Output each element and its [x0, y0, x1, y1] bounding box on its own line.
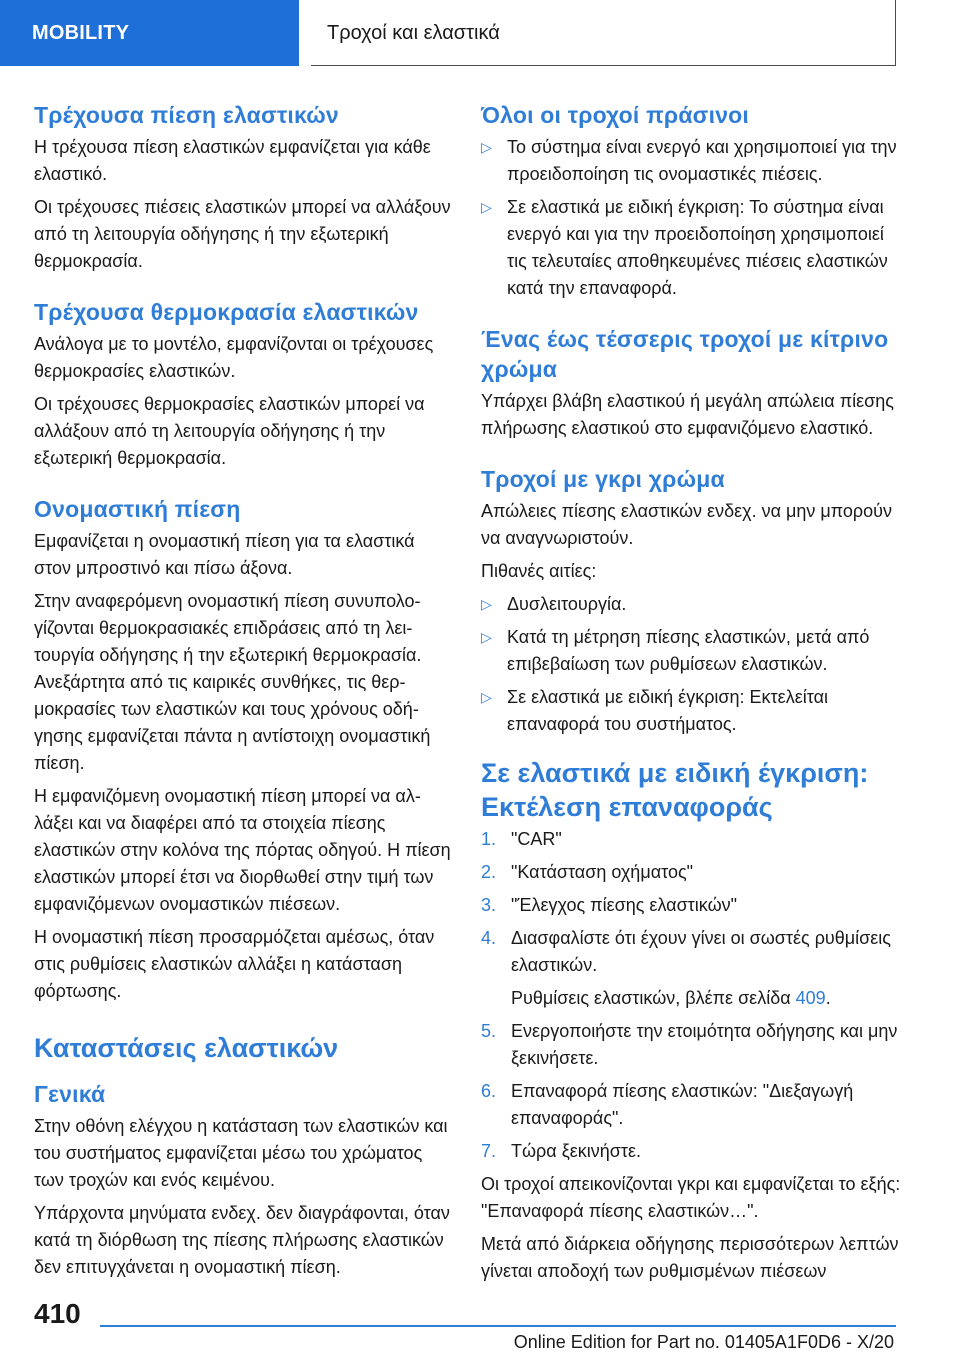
- chapter-title: Τροχοί και ελαστικά: [311, 0, 896, 66]
- heading-current-pressure: Τρέχουσα πίεση ελαστικών: [34, 102, 339, 128]
- triangle-right-icon: ▷: [481, 689, 492, 705]
- page-link[interactable]: 409: [795, 988, 826, 1008]
- paragraph: Στην οθόνη ελέγχου η κατάσταση των ελαστικών και του συστήματος εμφανίζεται μέσω του χρώματος των τροχών και ενός κειμένου.: [34, 1116, 448, 1190]
- triangle-right-icon: ▷: [481, 596, 492, 612]
- paragraph: Οι τροχοί απεικονίζονται γκρι και εμφανίζεται το εξής: "Επαναφορά πίεσης ελαστικών…".: [481, 1174, 901, 1221]
- paragraph: Η ονομαστική πίεση προσαρμόζεται αμέσως, όταν στις ρυθμίσεις ελαστικών αλλάξει η κατάσταση φόρτωσης.: [34, 927, 435, 1001]
- page-header: [0, 0, 960, 66]
- step-item: 4. Διασφαλίστε ότι έχουν γίνει οι σωστές ρυθμίσεις ελαστικών.: [481, 928, 891, 975]
- reset-steps-continued: [481, 1018, 901, 1165]
- triangle-right-icon: ▷: [481, 199, 492, 215]
- triangle-right-icon: ▷: [481, 139, 492, 155]
- heading-reset: Σε ελαστικά με ειδική έγκριση: Εκτέλεση επαναφοράς: [481, 758, 869, 822]
- paragraph: Εμφανίζεται η ονομαστική πίεση για τα ελαστικά στον μπροστινό και πίσω άξονα.: [34, 531, 415, 578]
- heading-yellow-wheels: Ένας έως τέσσερις τροχοί με κίτρινο χρώμα: [481, 326, 889, 382]
- page-number: 410: [34, 1298, 81, 1329]
- heading-grey-wheels: Τροχοί με γκρι χρώμα: [481, 466, 725, 492]
- step-item: 3. "Έλεγχος πίεσης ελαστικών": [481, 895, 738, 915]
- paragraph: Ανάλογα με το μοντέλο, εμφανίζονται οι τρέχουσες θερμοκρασίες ελαστικών.: [34, 334, 434, 381]
- footer-divider: [100, 1325, 896, 1327]
- step-item: 6. Επαναφορά πίεσης ελαστικών: "Διεξαγωγή επαναφοράς".: [481, 1081, 854, 1128]
- heading-nominal-pressure: Ονομαστική πίεση: [34, 496, 241, 522]
- triangle-right-icon: ▷: [481, 629, 492, 645]
- edition-text: Online Edition for Part no. 01405A1F0D6 - X/20: [513, 1332, 894, 1352]
- list-item: ▷ Σε ελαστικά με ειδική έγκριση: Το σύστημα είναι ενεργό και για την προειδοποίηση χρησιμοποιεί τις τελευταίες αποθηκευμένες πιέσεις ελαστικών κατά την επαναφορά.: [481, 194, 901, 302]
- green-list: [481, 134, 901, 302]
- causes-list: [481, 591, 901, 738]
- left-column: [34, 100, 452, 1287]
- step-item: 5. Ενεργοποιήστε την ετοιμότητα οδήγησης και μην ξεκινήσετε.: [481, 1021, 898, 1068]
- heading-tire-states: Καταστάσεις ελαστικών: [34, 1033, 339, 1063]
- paragraph: Μετά από διάρκεια οδήγησης περισσότερων λεπτών γίνεται αποδοχή των ρυθμισμένων πιέσεων: [481, 1234, 899, 1281]
- step-item: 2. "Κατάσταση οχήματος": [481, 862, 694, 882]
- paragraph: Η τρέχουσα πίεση ελαστικών εμφανίζεται για κάθε ελαστικό.: [34, 137, 431, 184]
- list-item: ▷ Κατά τη μέτρηση πίεσης ελαστικών, μετά από επιβεβαίωση των ρυθμίσεων ελαστικών.: [481, 624, 901, 678]
- right-column: [481, 100, 901, 1291]
- step-item: 7. Τώρα ξεκινήστε.: [481, 1141, 642, 1161]
- list-item: ▷ Το σύστημα είναι ενεργό και χρησιμοποιεί για την προειδοποίηση τις ονομαστικές πιέσεις.: [481, 134, 901, 188]
- paragraph: Η εμφανιζόμενη ονομαστική πίεση μπορεί να αλλάξει και να διαφέρει από τα στοιχεία πίεσης ελαστικών στην κολόνα της πόρτας οδηγού. Η πίεση ελαστικών μπορεί έτσι να διορθωθεί στην τιμή των εμφανιζόμενων ονομαστικών πιέσεων.: [34, 786, 451, 914]
- paragraph: Οι τρέχουσες πιέσεις ελαστικών μπορεί να αλλάξουν από τη λειτουργία οδήγησης ή την εξωτερική θερμοκρασία.: [34, 197, 451, 271]
- list-item: ▷ Σε ελαστικά με ειδική έγκριση: Εκτελείται επαναφορά του συστήματος.: [481, 684, 901, 738]
- paragraph: Στην αναφερόμενη ονομαστική πίεση συνυπολογίζονται θερμοκρασιακές επιδράσεις από τη λειτουργία οδήγησης ή την εξωτερική θερμοκρασία. Ανεξάρτητα από τις καιρικές συνθήκες, τις θερμοκρασίες των ελαστικών και τους χρόνους οδήγησης εμφανίζεται πάντα η αντίστοιχη ονομαστική πίεση.: [34, 591, 431, 773]
- section-tab: MOBILITY: [0, 0, 299, 66]
- list-item: ▷ Δυσλειτουργία.: [481, 591, 901, 618]
- paragraph: Απώλειες πίεσης ελαστικών ενδεχ. να μην μπορούν να αναγνωριστούν.: [481, 501, 893, 548]
- paragraph: Πιθανές αιτίες:: [481, 561, 597, 581]
- heading-current-temperature: Τρέχουσα θερμοκρασία ελαστικών: [34, 299, 419, 325]
- paragraph: Υπάρχοντα μηνύματα ενδεχ. δεν διαγράφονται, όταν κατά τη διόρθωση της πίεσης πλήρωσης ελαστικών δεν επιτυγχάνεται η ονομαστική πίεση.: [34, 1203, 450, 1277]
- heading-all-green: Όλοι οι τροχοί πράσινοι: [481, 102, 750, 128]
- heading-general: Γενικά: [34, 1081, 106, 1107]
- paragraph: Οι τρέχουσες θερμοκρασίες ελαστικών μπορεί να αλλάξουν από τη λειτουργία οδήγησης ή την εξωτερική θερμοκρασία.: [34, 394, 425, 468]
- step-note: Ρυθμίσεις ελαστικών, βλέπε σελίδα 409.: [511, 988, 831, 1008]
- reset-steps: [481, 826, 901, 979]
- step-item: 1. "CAR": [481, 829, 562, 849]
- paragraph: Υπάρχει βλάβη ελαστικού ή μεγάλη απώλεια πίεσης πλήρωσης ελαστικού στο εμφανιζόμενο ελαστικό.: [481, 391, 894, 438]
